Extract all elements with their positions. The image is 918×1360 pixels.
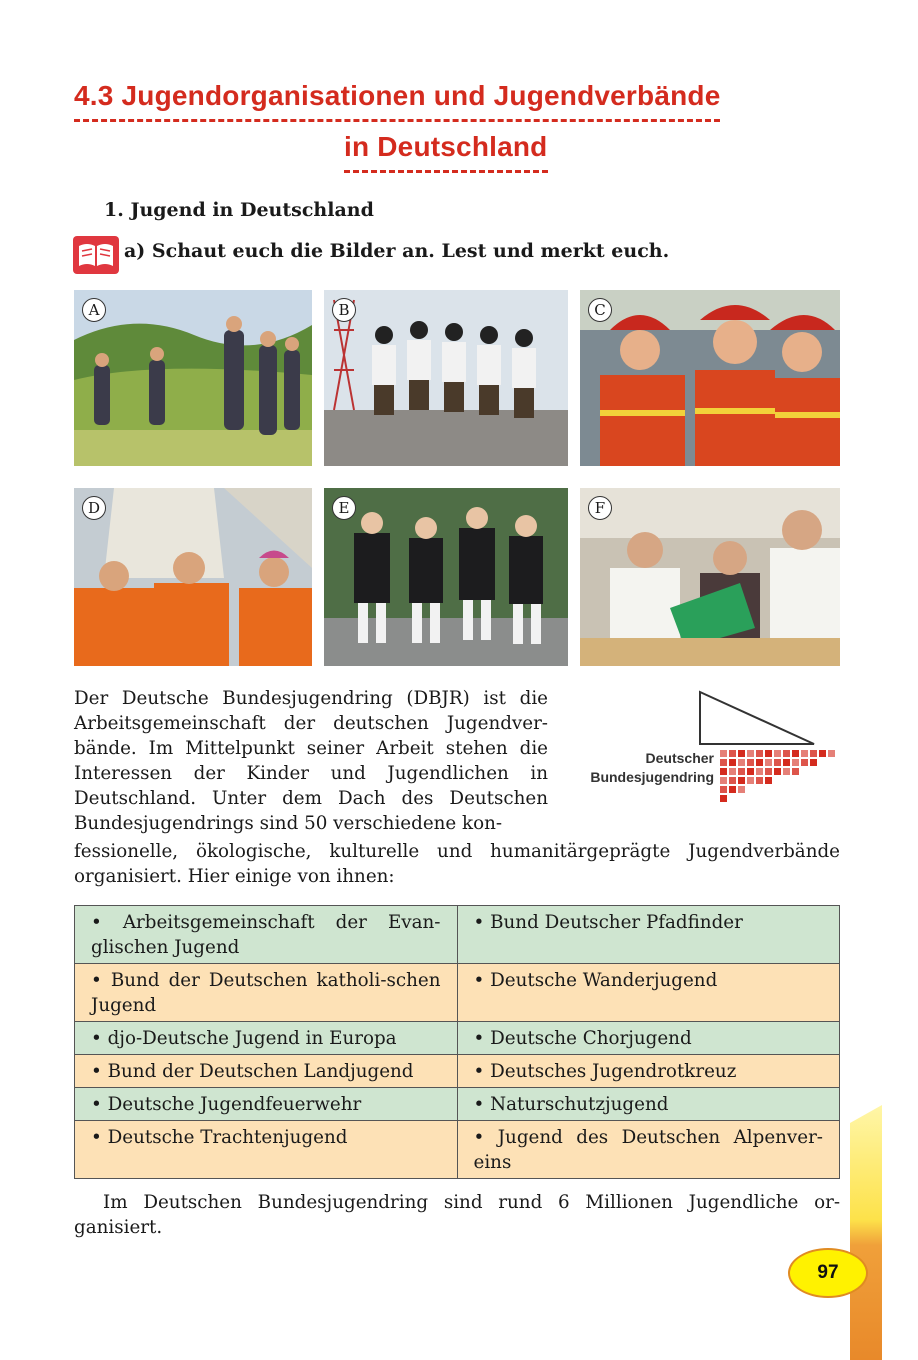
heading-text: 4.3 Jugendorganisationen und Jugendverbände	[74, 80, 721, 111]
photo-firefighters	[580, 290, 840, 466]
text-line: Der Deutsche Bundesjugendring (DBJR) ist die	[74, 688, 548, 709]
org-cell: • Bund der Deutschen Landjugend	[91, 1061, 414, 1082]
photo-students	[580, 488, 840, 666]
table-row	[75, 964, 840, 1022]
heading-underline	[344, 170, 548, 173]
table-row	[75, 906, 840, 964]
closing-paragraph: Im Deutschen Bundesjugendring sind rund 6 Millionen Jugendliche or-ganisiert.	[74, 1192, 840, 1238]
org-cell: • Jugend des Deutschen Alpenver-eins	[473, 1127, 823, 1173]
intro-paragraph-continued: fessionelle, ökologische, kulturelle und humanitärgeprägte Jugendverbände organisiert. Hier einige von ihnen:	[74, 841, 840, 887]
photo-label: A	[82, 298, 106, 322]
chapter-heading-line1	[74, 80, 720, 112]
photo-label: F	[588, 496, 612, 520]
org-cell: • Naturschutzjugend	[473, 1094, 669, 1115]
text-line: Bundesjugendrings sind 50 verschiedene kon-	[74, 813, 503, 834]
photo-label: B	[332, 298, 356, 322]
logo-line1: Deutscher	[645, 750, 714, 766]
section-title: 1. Jugend in Deutschland	[104, 199, 374, 221]
table-row	[75, 1088, 840, 1121]
logo-square-pattern	[720, 750, 835, 802]
open-book-icon	[73, 236, 119, 274]
photo-label: D	[82, 496, 106, 520]
dbjr-logo	[566, 688, 840, 820]
text-line: Arbeitsgemeinschaft der deutschen Jugendver-	[74, 713, 548, 734]
organizations-table	[74, 905, 840, 1179]
photo-folk-dance	[324, 290, 568, 466]
task-instruction: a) Schaut euch die Bilder an. Lest und merkt euch.	[124, 240, 670, 262]
page-number: 97	[788, 1248, 868, 1298]
table-row	[75, 1022, 840, 1055]
logo-line2: Bundesjugendring	[590, 769, 714, 785]
org-cell: • Deutsche Wanderjugend	[473, 970, 718, 991]
org-cell: • Deutsche Jugendfeuerwehr	[91, 1094, 362, 1115]
photo-label: E	[332, 496, 356, 520]
photo-sailing	[74, 488, 312, 666]
intro-paragraph	[74, 686, 548, 836]
table-row	[75, 1121, 840, 1179]
org-cell: • djo-Deutsche Jugend in Europa	[91, 1028, 397, 1049]
org-cell: • Deutsches Jugendrotkreuz	[473, 1061, 737, 1082]
heading-underline	[74, 119, 720, 122]
org-cell: • Bund der Deutschen katholi-schen Jugend	[91, 970, 441, 1016]
photo-football-team	[324, 488, 568, 666]
org-cell: • Arbeitsgemeinschaft der Evan-glischen Jugend	[91, 912, 441, 958]
org-cell: • Deutsche Chorjugend	[473, 1028, 692, 1049]
chapter-side-tab	[850, 1105, 882, 1360]
text-line: bände. Im Mittelpunkt seiner Arbeit stehen die	[74, 738, 548, 759]
photo-hikers	[74, 290, 312, 466]
photo-label: C	[588, 298, 612, 322]
org-cell: • Deutsche Trachtenjugend	[91, 1127, 348, 1148]
org-cell: • Bund Deutscher Pfadfinder	[473, 912, 743, 933]
text-line: Deutschland. Unter dem Dach des Deutschen	[74, 788, 548, 809]
chapter-heading-line2	[344, 131, 548, 163]
table-row	[75, 1055, 840, 1088]
heading-text: in Deutschland	[344, 131, 548, 162]
text-line: Interessen der Kinder und Jugendlichen in	[74, 763, 548, 784]
